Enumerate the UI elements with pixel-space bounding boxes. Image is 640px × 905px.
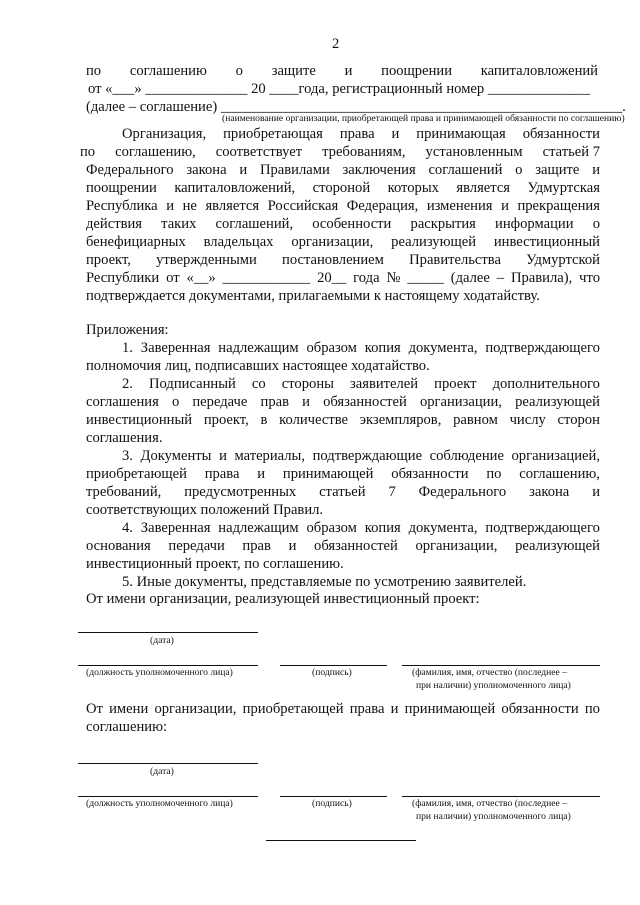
- word: ____________: [222, 270, 311, 286]
- name-label-2b: при наличии) уполномоченного лица): [416, 811, 571, 822]
- word: прекращения: [517, 198, 600, 214]
- word: защите: [271, 63, 316, 79]
- word: подтверждающие: [312, 448, 423, 464]
- paragraph-line: [86, 233, 600, 251]
- word: передаче: [192, 394, 248, 410]
- position-line-2: [78, 796, 258, 797]
- word: Правительства: [409, 252, 501, 268]
- word: числу: [509, 412, 546, 428]
- word: раскрытия: [410, 216, 476, 232]
- word: таких: [161, 216, 197, 232]
- paragraph-line: [86, 269, 600, 287]
- word: Заверенная: [140, 520, 211, 536]
- word: соответствует: [215, 144, 303, 160]
- word: имени: [109, 701, 149, 717]
- word: документа,: [408, 520, 478, 536]
- attachments-heading: Приложения:: [86, 322, 169, 338]
- word: обязанности: [501, 701, 579, 717]
- attachment-line: соглашения.: [86, 430, 163, 446]
- word: установленным: [425, 144, 523, 160]
- word: капиталовложений,: [174, 180, 296, 196]
- paragraph-line: [122, 125, 600, 143]
- name-label-1a: (фамилия, имя, отчество (последнее –: [412, 667, 567, 678]
- word: 2.: [122, 376, 133, 392]
- word: «__»: [186, 270, 216, 286]
- word: и: [239, 162, 248, 178]
- word: принимающая: [416, 126, 506, 142]
- word: не: [182, 198, 197, 214]
- word: реализующей: [515, 538, 600, 554]
- word: о: [515, 162, 523, 178]
- intro-line-3: (далее – соглашение) _______________________________________________________.: [86, 99, 626, 115]
- word: защите: [535, 162, 580, 178]
- word: Удмуртской: [526, 252, 600, 268]
- word: организации,: [415, 538, 498, 554]
- word: надлежащим: [218, 340, 299, 356]
- word: права: [204, 466, 240, 482]
- word: организации,: [419, 394, 502, 410]
- organization-name-caption: (наименование организации, приобретающей права и принимающей обязанности по соглашению): [222, 113, 625, 124]
- word: о: [171, 394, 180, 410]
- position-label-2: (должность уполномоченного лица): [86, 798, 233, 809]
- word: о: [235, 63, 243, 79]
- word: права: [349, 701, 385, 717]
- word: является: [205, 198, 260, 214]
- name-line-1: [402, 665, 600, 666]
- word: сторон: [557, 412, 600, 428]
- word: проект,: [203, 412, 249, 428]
- name-label-1b: при наличии) уполномоченного лица): [416, 680, 571, 691]
- position-label-1: (должность уполномоченного лица): [86, 667, 233, 678]
- word: обязанности: [522, 126, 600, 142]
- word: которых: [387, 180, 439, 196]
- word: приобретающей: [242, 701, 344, 717]
- word: подтверждающего: [485, 520, 600, 536]
- paragraph-line: [80, 143, 600, 161]
- signature-line-2: [280, 796, 387, 797]
- paragraph-line: [86, 197, 600, 215]
- attachment-line: [86, 411, 600, 429]
- word: соглашений,: [215, 216, 294, 232]
- word: экземпляров,: [359, 412, 442, 428]
- paragraph-line: [86, 179, 600, 197]
- word: бенефициарных: [86, 234, 186, 250]
- word: требований,: [86, 484, 162, 500]
- word: №: [386, 270, 401, 286]
- attachment-line: [122, 339, 600, 357]
- word: и: [288, 538, 297, 554]
- word: поощрении: [381, 63, 453, 79]
- word: прав: [260, 394, 289, 410]
- word: постановлением: [282, 252, 384, 268]
- attachment-line: соответствующих положений Правил.: [86, 502, 324, 518]
- word: Подписанный: [149, 376, 236, 392]
- word: предусмотренных: [184, 484, 297, 500]
- date-label-2: (дата): [150, 766, 174, 777]
- word: _____: [407, 270, 444, 286]
- word: изменения: [426, 198, 493, 214]
- word: стороной: [312, 180, 371, 196]
- word: и: [592, 162, 600, 178]
- word: особенности: [312, 216, 392, 232]
- attachment-line: 5. Иные документы, представляемые по усмотрению заявителей.: [122, 574, 527, 590]
- word: Республики: [86, 270, 160, 286]
- word: количестве: [279, 412, 349, 428]
- word: Правила),: [510, 270, 573, 286]
- word: передачи: [168, 538, 225, 554]
- word: соблюдение: [429, 448, 504, 464]
- word: –: [496, 270, 505, 286]
- position-line-1: [78, 665, 258, 666]
- word: и: [219, 448, 227, 464]
- word: копия: [364, 520, 401, 536]
- word: статьей: [319, 484, 366, 500]
- word: заключения: [342, 162, 416, 178]
- word: реализующей: [391, 234, 477, 250]
- word: соглашению,: [519, 466, 600, 482]
- date-label-1: (дата): [150, 635, 174, 646]
- paragraph-line: [86, 215, 600, 233]
- attachment-line: инвестиционный проект, по соглашению.: [86, 556, 344, 572]
- word: документа,: [408, 340, 478, 356]
- name-line-2: [402, 796, 600, 797]
- word: Организация,: [122, 126, 207, 142]
- word: организации,: [291, 234, 374, 250]
- bottom-rule: [266, 840, 416, 841]
- page-number: 2: [332, 36, 340, 52]
- word: соглашению: [129, 63, 207, 79]
- word: и: [391, 126, 400, 142]
- word: капиталовложений: [480, 63, 598, 79]
- name-label-2a: (фамилия, имя, отчество (последнее –: [412, 798, 567, 809]
- signature-block-1-heading: От имени организации, реализующей инвестиционный проект:: [86, 591, 480, 607]
- word: года: [353, 270, 380, 286]
- word: и: [390, 701, 399, 717]
- word: владельцах: [203, 234, 274, 250]
- word: 3.: [122, 448, 133, 464]
- word: 1.: [122, 340, 133, 356]
- word: поощрении: [86, 180, 157, 196]
- word: принимающей: [404, 701, 496, 717]
- word: реализующей: [515, 394, 600, 410]
- word: образом: [306, 340, 357, 356]
- attachment-line: [86, 393, 600, 411]
- word: и: [166, 198, 175, 214]
- word: Российская: [267, 198, 339, 214]
- word: От: [86, 701, 103, 717]
- word: соглашения: [86, 394, 159, 410]
- word: Правилами: [259, 162, 330, 178]
- intro-line-1: [86, 62, 598, 80]
- word: Документы: [140, 448, 212, 464]
- word: является: [456, 180, 511, 196]
- word: от: [166, 270, 180, 286]
- word: и: [501, 198, 509, 214]
- intro-line-2: от «___» ______________ 20 ____года, регистрационный номер ______________: [88, 81, 591, 97]
- date-line-1: [78, 632, 258, 633]
- word: Федерального: [418, 484, 507, 500]
- word: о: [592, 216, 600, 232]
- word: обязанностей: [323, 394, 407, 410]
- word: Федерация,: [346, 198, 419, 214]
- word: обязанностей: [314, 538, 398, 554]
- word: информации: [495, 216, 574, 232]
- word: 7: [388, 484, 396, 500]
- word: права: [339, 126, 375, 142]
- word: по: [486, 466, 502, 482]
- word: дополнительного: [492, 376, 600, 392]
- word: и: [302, 394, 310, 410]
- attachment-line: [86, 465, 600, 483]
- word: материалы,: [234, 448, 305, 464]
- word: принимающей: [282, 466, 374, 482]
- paragraph-line: [86, 251, 600, 269]
- word: по: [584, 701, 600, 717]
- attachment-line: [86, 483, 600, 501]
- word: соглашений: [428, 162, 503, 178]
- word: инвестиционный: [86, 412, 193, 428]
- word: утвержденными: [156, 252, 257, 268]
- attachment-line: [122, 447, 600, 465]
- word: Федерального: [86, 162, 174, 178]
- signature-label-1: (подпись): [312, 667, 352, 678]
- date-line-2: [78, 763, 258, 764]
- attachment-line: полномочия лиц, подписавших настоящее ходатайство.: [86, 358, 430, 374]
- word: что: [579, 270, 600, 286]
- word: прав: [242, 538, 271, 554]
- signature-label-2: (подпись): [312, 798, 352, 809]
- word: закона: [529, 484, 570, 500]
- word: приобретающей: [86, 466, 187, 482]
- word: и: [592, 484, 600, 500]
- word: соглашению,: [115, 144, 196, 160]
- word: в: [260, 412, 268, 428]
- word: 20__: [317, 270, 347, 286]
- word: 4.: [122, 520, 133, 536]
- attachment-line: [122, 375, 600, 393]
- word: стороны: [281, 376, 334, 392]
- word: равном: [453, 412, 498, 428]
- word: закона: [186, 162, 227, 178]
- word: организацией,: [511, 448, 600, 464]
- word: организации,: [154, 701, 237, 717]
- word: надлежащим: [218, 520, 299, 536]
- word: по: [80, 144, 96, 160]
- word: и: [257, 466, 266, 482]
- paragraph-line: [86, 161, 600, 179]
- word: проект,: [86, 252, 131, 268]
- word: копия: [364, 340, 401, 356]
- word: Республика: [86, 198, 158, 214]
- word: статьей 7: [542, 144, 600, 160]
- word: проект: [434, 376, 477, 392]
- attachment-line: [86, 537, 600, 555]
- word: и: [344, 63, 353, 79]
- word: Заверенная: [140, 340, 211, 356]
- signature-line-1: [280, 665, 387, 666]
- word: обязанности: [391, 466, 469, 482]
- word: подтверждающего: [485, 340, 600, 356]
- word: по: [86, 63, 102, 79]
- signature-block-2-heading-line-2: соглашению:: [86, 719, 168, 735]
- word: Удмуртская: [527, 180, 600, 196]
- word: образом: [306, 520, 357, 536]
- word: со: [251, 376, 266, 392]
- word: инвестиционный: [493, 234, 600, 250]
- attachment-line: [122, 519, 600, 537]
- paragraph-line: подтверждается документами, прилагаемыми к настоящему ходатайству.: [86, 288, 540, 304]
- word: основания: [86, 538, 151, 554]
- signature-block-2-heading-line-1: [86, 700, 600, 718]
- word: приобретающая: [223, 126, 323, 142]
- word: заявителей: [350, 376, 419, 392]
- word: действия: [86, 216, 142, 232]
- word: (далее: [450, 270, 490, 286]
- word: требованиям,: [322, 144, 406, 160]
